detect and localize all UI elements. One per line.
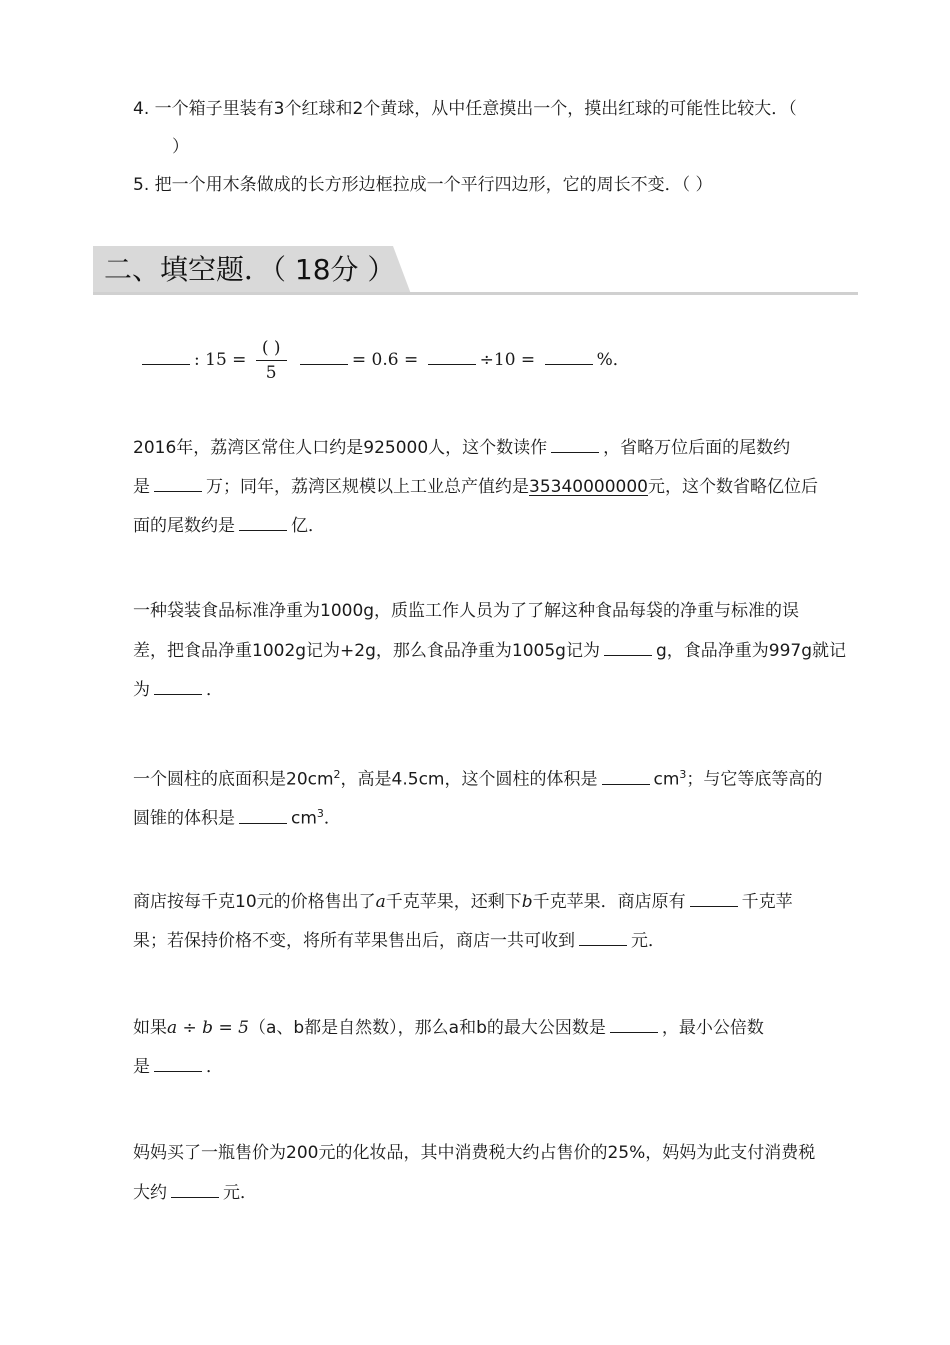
answer-blank[interactable] [610, 1016, 658, 1033]
fill-q2-line2 [133, 475, 818, 498]
judge-q5: 5. 把一个用木条做成的长方形边框拉成一个平行四边形，它的周长不变．（ ） [133, 175, 713, 195]
answer-blank[interactable] [239, 807, 287, 824]
q6-text: ． [206, 1057, 223, 1077]
q6-expression: a ÷ b = 5 [167, 1018, 249, 1038]
q5-var-a: a [375, 892, 386, 912]
section-title: 二、填空题．（ 18分 ） [104, 253, 396, 286]
fill-q3-line2 [133, 639, 846, 662]
answer-blank[interactable] [300, 348, 348, 365]
q4-text: 一个圆柱的底面积是20cm [133, 769, 334, 790]
q4-unit: cm [653, 769, 680, 790]
fill-q4-line1: 一个圆柱的底面积是$20cm^2$，高是4.5cm，这个圆柱的体积是 $cm^3$；与它等底等高的 [133, 768, 823, 790]
q5-text: 千克苹 [741, 892, 793, 912]
q4-unit: cm [291, 808, 317, 829]
q7-text: 大约 [133, 1183, 167, 1203]
q5-text: 元． [631, 931, 665, 951]
q6-text: a、b都是自然数），那么a和b的最大公因数是 [265, 1018, 606, 1038]
q3-text: g，食品净重为997g就记 [655, 641, 846, 661]
fill-q6-line2 [133, 1055, 223, 1078]
q6-text: （ [248, 1018, 266, 1038]
q1-colon15: : 15 = [194, 350, 247, 370]
fill-q2-line3 [133, 514, 325, 537]
q6-text: ，最小公倍数 [661, 1018, 764, 1038]
q2-text: 2016年，荔湾区常住人口约是925000人，这个数读作 [133, 438, 548, 458]
answer-blank[interactable] [142, 348, 190, 365]
q1-div10: ÷10 = [479, 350, 536, 370]
answer-blank[interactable] [690, 890, 738, 907]
q4-text: ，高是4.5cm，这个圆柱的体积是 [340, 769, 598, 790]
q5-text: 千克苹果．商店原有 [532, 892, 686, 912]
q2-text: ，省略万位后面的尾数约 [603, 438, 791, 458]
answer-blank[interactable] [171, 1181, 219, 1198]
q5-text: 商店按每千克10元的价格售出了 [133, 892, 376, 912]
q1-fraction-numerator[interactable]: ( ) [256, 338, 287, 361]
answer-blank[interactable] [551, 436, 599, 453]
section-divider [93, 292, 858, 295]
answer-blank[interactable] [154, 678, 202, 695]
fill-q7-line2 [133, 1181, 257, 1204]
fill-q7-line1: 妈妈买了一瓶售价为200元的化妆品，其中消费税大约占售价的25%，妈妈为此支付消费税 [133, 1143, 816, 1163]
fill-q3-line3 [133, 678, 223, 701]
q6-text: 如果 [133, 1018, 167, 1038]
answer-blank[interactable] [154, 1055, 202, 1072]
q2-text: 亿． [291, 516, 325, 536]
q4-text: ；与它等底等高的 [686, 769, 823, 790]
answer-blank[interactable] [545, 348, 593, 365]
q5-text: 千克苹果，还剩下 [385, 892, 522, 912]
q2-text: 万；同年，荔湾区规模以上工业总产值约是 [206, 477, 529, 497]
fill-q5-line1 [133, 890, 793, 913]
answer-blank[interactable] [428, 348, 476, 365]
answer-blank[interactable] [604, 639, 652, 656]
fill-q2-line1 [133, 436, 790, 459]
q4-exponent: 2 [333, 768, 341, 781]
q1-fraction [256, 338, 287, 383]
fill-q6-line1 [133, 1016, 764, 1039]
q2-text: 是 [133, 477, 150, 497]
q2-text: 元，这个数省略亿位后 [647, 477, 818, 497]
fill-q3-line1: 一种袋装食品标准净重为1000g，质监工作人员为了了解这种食品每袋的净重与标准的误 [133, 601, 800, 621]
q3-text: ． [206, 680, 223, 700]
answer-blank[interactable] [602, 768, 650, 785]
fill-q1 [138, 336, 630, 384]
q5-text: 果；若保持价格不变，将所有苹果售出后，商店一共可收到 [133, 931, 575, 951]
q3-text: 差，把食品净重1002g记为+2g，那么食品净重为1005g记为 [133, 641, 600, 661]
q5-var-b: b [521, 892, 533, 912]
answer-blank[interactable] [579, 929, 627, 946]
answer-blank[interactable] [239, 514, 287, 531]
q2-text: 面的尾数约是 [133, 516, 235, 536]
q1-percent: %． [596, 350, 630, 370]
q2-number: 35340000000 [529, 477, 648, 497]
q6-text: 是 [133, 1057, 150, 1077]
q4-text: ． [323, 808, 341, 829]
judge-q4-line2: ） [172, 137, 189, 157]
answer-blank[interactable] [154, 475, 202, 492]
judge-q4-line1: 4. 一个箱子里装有3个红球和2个黄球，从中任意摸出一个，摸出红球的可能性比较大．（ [133, 99, 797, 119]
q3-text: 为 [133, 680, 150, 700]
q7-text: 元． [223, 1183, 257, 1203]
fill-q5-line2 [133, 929, 665, 952]
fill-q4-line2: 圆锥的体积是 $cm^3$． [133, 807, 341, 829]
q1-eq1: = 0.6 = [351, 350, 419, 370]
q4-text: 圆锥的体积是 [133, 808, 235, 829]
q1-fraction-denominator: 5 [265, 363, 277, 383]
